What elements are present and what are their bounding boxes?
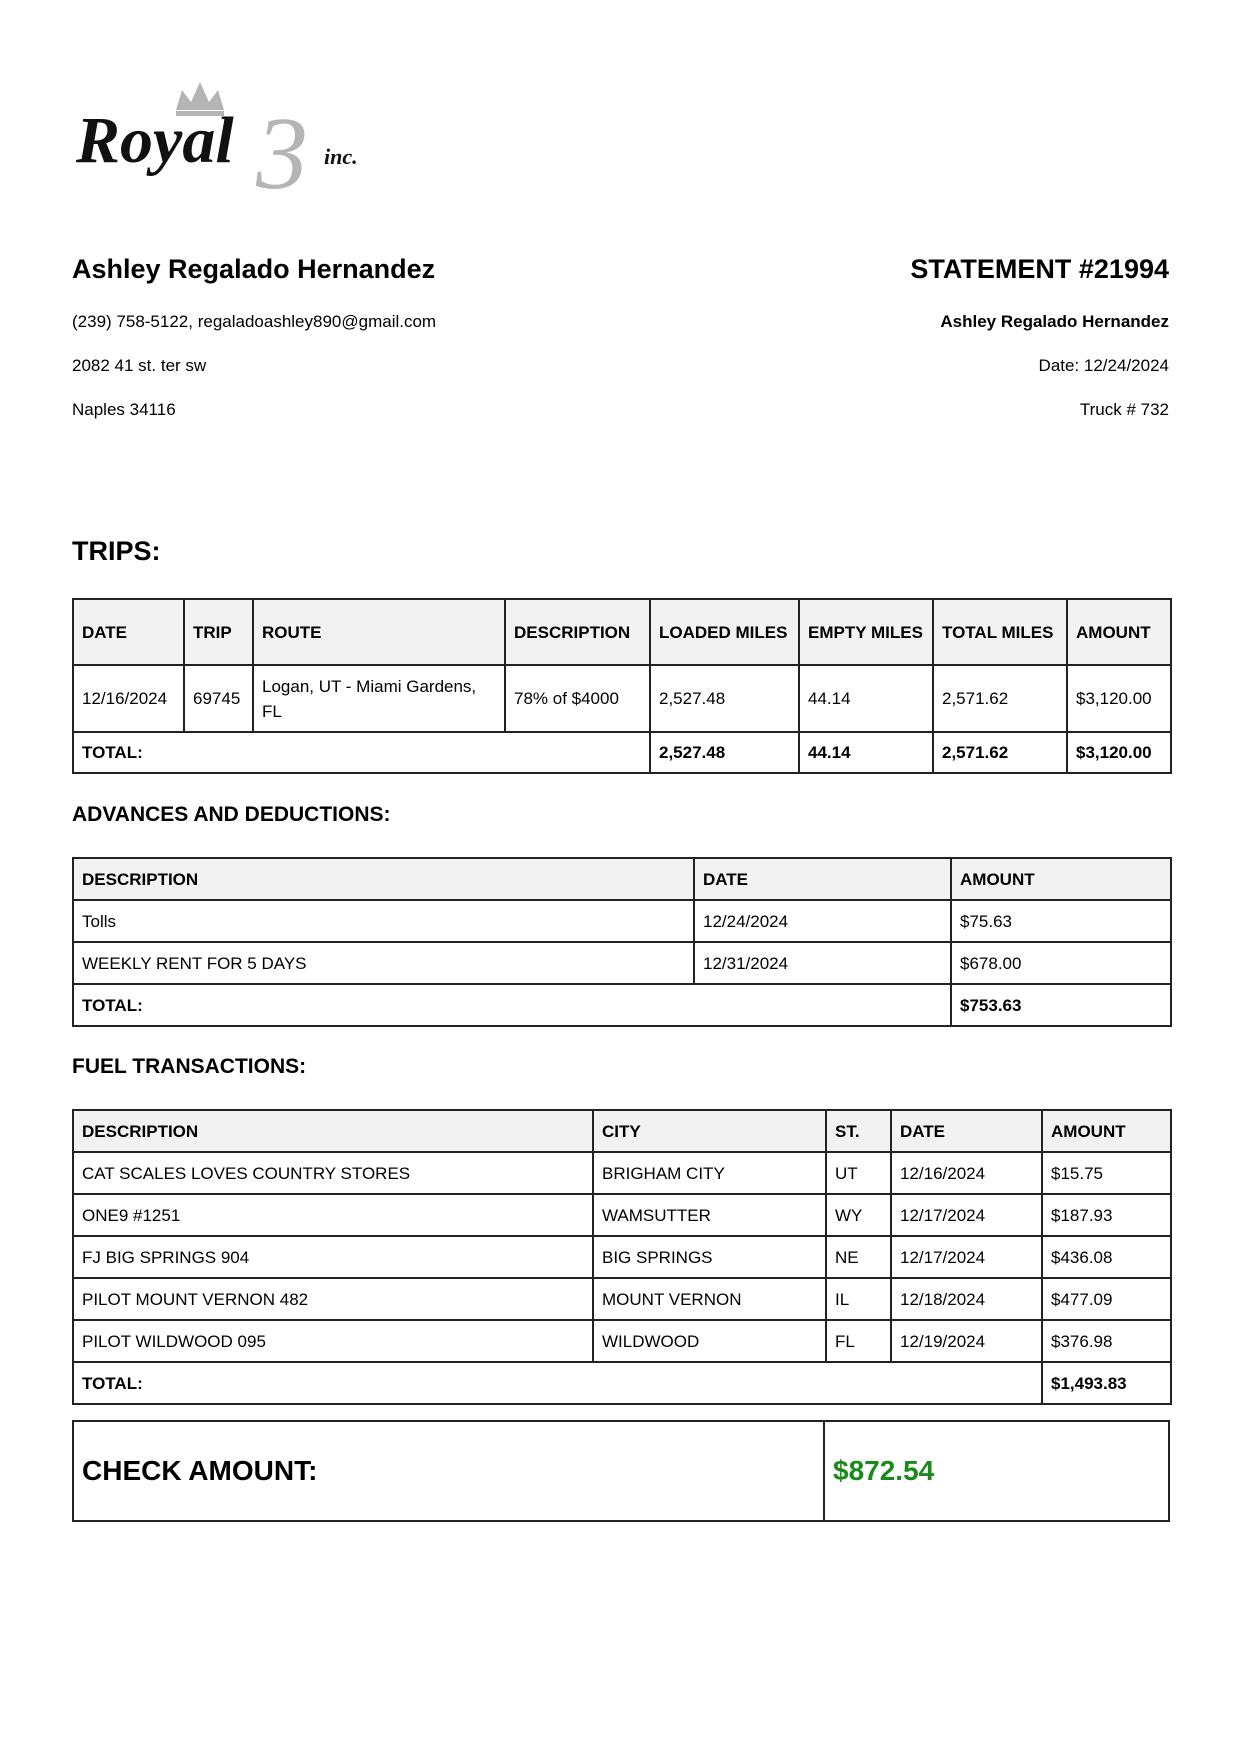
advances-title: ADVANCES AND DEDUCTIONS:	[72, 803, 391, 826]
total-amount: $1,493.83	[1042, 1362, 1171, 1404]
table-header-row	[73, 1110, 1171, 1152]
advance-date: 12/24/2024	[694, 900, 951, 942]
column-header: EMPTY MILES	[799, 599, 933, 665]
fuel-description: PILOT WILDWOOD 095	[73, 1320, 593, 1362]
column-header: DESCRIPTION	[73, 1110, 593, 1152]
fuel-city: WILDWOOD	[593, 1320, 826, 1362]
total-label: TOTAL:	[73, 1362, 1042, 1404]
fuel-date: 12/18/2024	[891, 1278, 1042, 1320]
advance-amount: $75.63	[951, 900, 1171, 942]
trips-title: TRIPS:	[72, 536, 161, 566]
table-row	[73, 665, 1171, 732]
fuel-table	[72, 1109, 1172, 1405]
table-row	[73, 942, 1171, 984]
fuel-state: UT	[826, 1152, 891, 1194]
trip-number: 69745	[184, 665, 253, 732]
trips-table	[72, 598, 1172, 774]
fuel-amount: $376.98	[1042, 1320, 1171, 1362]
fuel-description: FJ BIG SPRINGS 904	[73, 1236, 593, 1278]
statement-title: STATEMENT #21994	[910, 254, 1169, 284]
trip-total-miles: 2,571.62	[933, 665, 1067, 732]
fuel-amount: $15.75	[1042, 1152, 1171, 1194]
column-header: TRIP	[184, 599, 253, 665]
fuel-city: WAMSUTTER	[593, 1194, 826, 1236]
fuel-amount: $436.08	[1042, 1236, 1171, 1278]
fuel-city: MOUNT VERNON	[593, 1278, 826, 1320]
fuel-amount: $477.09	[1042, 1278, 1171, 1320]
advance-amount: $678.00	[951, 942, 1171, 984]
table-row	[73, 1278, 1171, 1320]
fuel-date: 12/17/2024	[891, 1236, 1042, 1278]
trip-amount: $3,120.00	[1067, 665, 1171, 732]
advance-description: WEEKLY RENT FOR 5 DAYS	[73, 942, 694, 984]
driver-address-line2: Naples 34116	[72, 400, 176, 419]
column-header: AMOUNT	[951, 858, 1171, 900]
total-row	[73, 732, 1171, 773]
total-row	[73, 1362, 1171, 1404]
check-amount-label: CHECK AMOUNT:	[74, 1422, 825, 1520]
driver-contact: (239) 758-5122, regaladoashley890@gmail.com	[72, 312, 437, 331]
trip-route: Logan, UT - Miami Gardens, FL	[253, 665, 505, 732]
column-header: DESCRIPTION	[73, 858, 694, 900]
column-header: AMOUNT	[1067, 599, 1171, 665]
column-header: AMOUNT	[1042, 1110, 1171, 1152]
total-label: TOTAL:	[73, 732, 650, 773]
statement-date: Date: 12/24/2024	[1038, 356, 1169, 375]
column-header: LOADED MILES	[650, 599, 799, 665]
total-amount: $753.63	[951, 984, 1171, 1026]
driver-info	[72, 252, 672, 419]
advances-table	[72, 857, 1172, 1027]
logo-word: Royal	[76, 104, 234, 177]
driver-name: Ashley Regalado Hernandez	[72, 254, 436, 284]
fuel-date: 12/17/2024	[891, 1194, 1042, 1236]
total-total-miles: 2,571.62	[933, 732, 1067, 773]
total-row	[73, 984, 1171, 1026]
column-header: DATE	[73, 599, 184, 665]
advance-date: 12/31/2024	[694, 942, 951, 984]
fuel-state: IL	[826, 1278, 891, 1320]
total-loaded-miles: 2,527.48	[650, 732, 799, 773]
fuel-date: 12/16/2024	[891, 1152, 1042, 1194]
column-header: TOTAL MILES	[933, 599, 1067, 665]
driver-address-line1: 2082 41 st. ter sw	[72, 356, 207, 375]
table-row	[73, 1152, 1171, 1194]
fuel-city: BRIGHAM CITY	[593, 1152, 826, 1194]
fuel-title: FUEL TRANSACTIONS:	[72, 1055, 307, 1078]
trip-loaded-miles: 2,527.48	[650, 665, 799, 732]
column-header: CITY	[593, 1110, 826, 1152]
fuel-amount: $187.93	[1042, 1194, 1171, 1236]
check-amount-value: $872.54	[833, 1455, 935, 1486]
statement-name: Ashley Regalado Hernandez	[940, 312, 1169, 331]
trip-description: 78% of $4000	[505, 665, 650, 732]
fuel-description: ONE9 #1251	[73, 1194, 593, 1236]
fuel-date: 12/19/2024	[891, 1320, 1042, 1362]
fuel-description: PILOT MOUNT VERNON 482	[73, 1278, 593, 1320]
fuel-description: CAT SCALES LOVES COUNTRY STORES	[73, 1152, 593, 1194]
fuel-state: FL	[826, 1320, 891, 1362]
column-header: ROUTE	[253, 599, 505, 665]
statement-info	[649, 252, 1169, 419]
total-label: TOTAL:	[73, 984, 951, 1026]
column-header: ST.	[826, 1110, 891, 1152]
fuel-state: WY	[826, 1194, 891, 1236]
column-header: DESCRIPTION	[505, 599, 650, 665]
fuel-state: NE	[826, 1236, 891, 1278]
company-logo	[76, 78, 386, 198]
total-amount: $3,120.00	[1067, 732, 1171, 773]
logo-numeral: 3	[256, 96, 308, 198]
table-row	[73, 1194, 1171, 1236]
fuel-city: BIG SPRINGS	[593, 1236, 826, 1278]
table-row	[73, 900, 1171, 942]
trip-date: 12/16/2024	[73, 665, 184, 732]
total-empty-miles: 44.14	[799, 732, 933, 773]
table-row	[73, 1236, 1171, 1278]
logo-suffix: inc.	[324, 144, 358, 169]
table-row	[73, 1320, 1171, 1362]
check-amount-box	[72, 1420, 1170, 1522]
trip-empty-miles: 44.14	[799, 665, 933, 732]
column-header: DATE	[891, 1110, 1042, 1152]
column-header: DATE	[694, 858, 951, 900]
statement-truck: Truck # 732	[1079, 400, 1169, 419]
table-header-row	[73, 599, 1171, 665]
table-header-row	[73, 858, 1171, 900]
advance-description: Tolls	[73, 900, 694, 942]
